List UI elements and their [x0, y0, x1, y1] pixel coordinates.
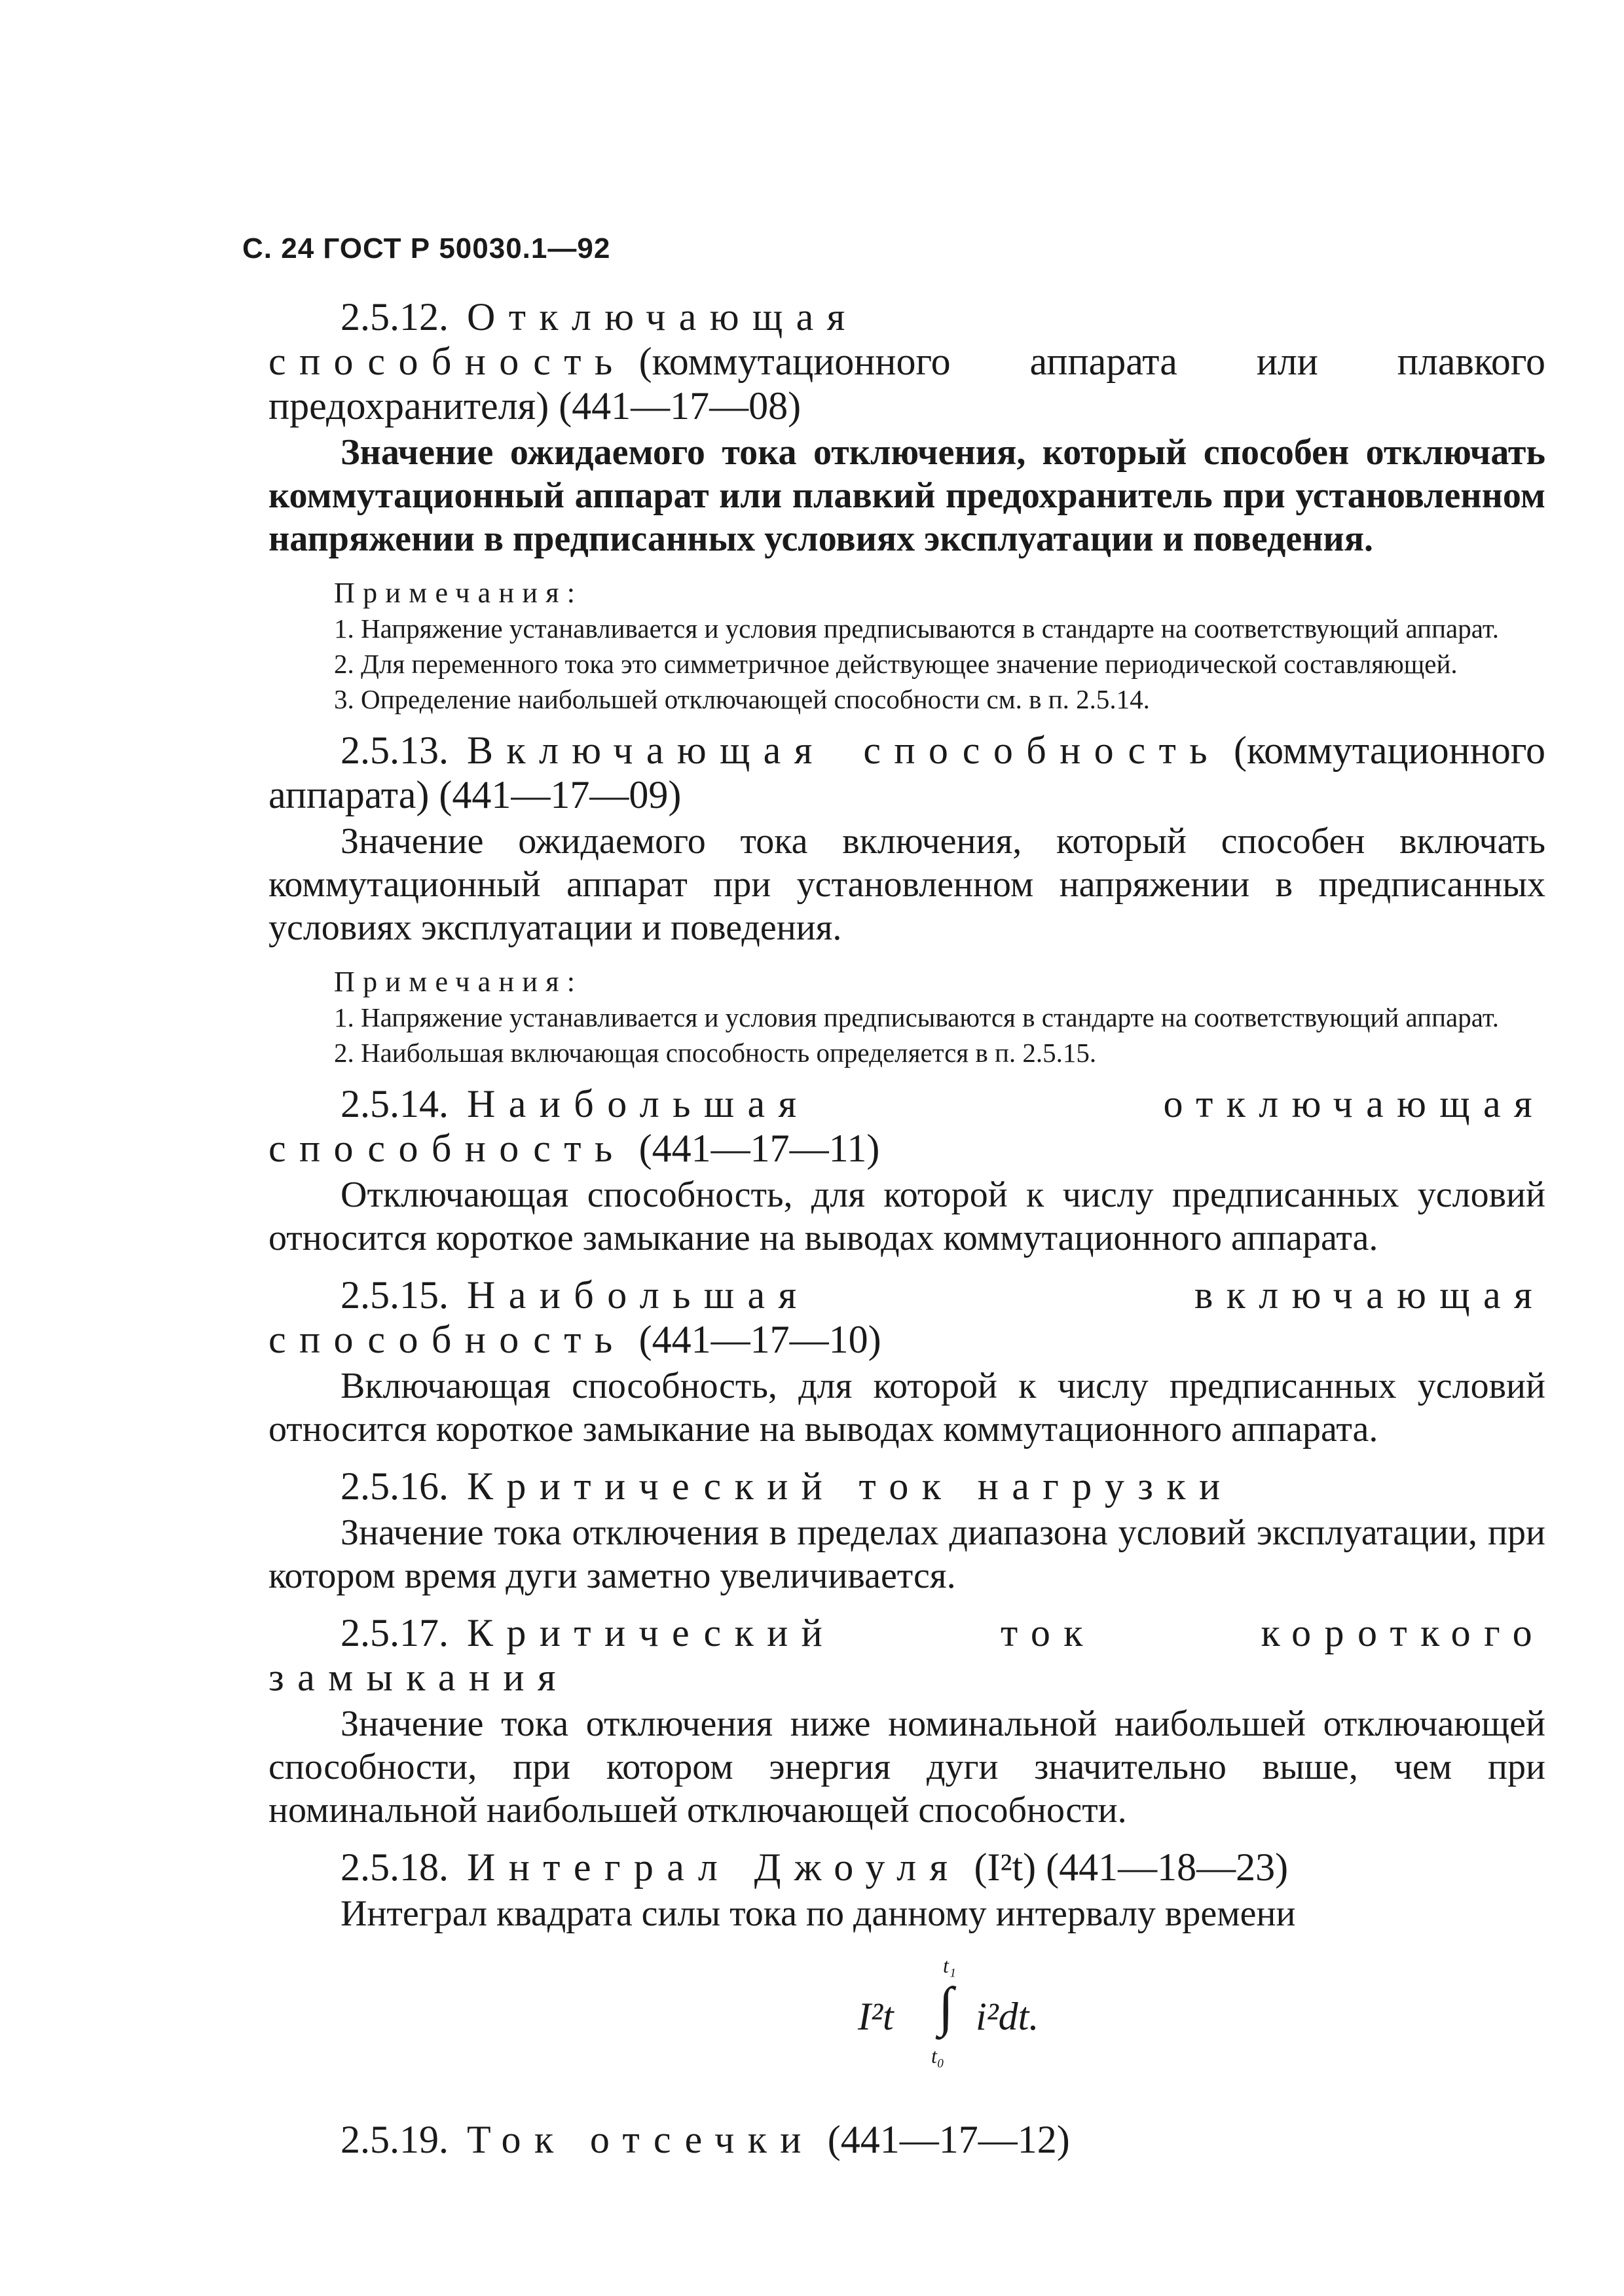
document-body — [268, 295, 1545, 2162]
joule-integral-formula — [268, 1954, 1545, 2104]
term-reference: (коммутационного аппарата) (441—17—09) — [268, 729, 1545, 816]
term-reference: (441—17—12) — [827, 2118, 1070, 2161]
term-reference: (коммутационного аппарата или плавкого предохранителя) (441—17—08) — [268, 340, 1545, 428]
page-header: С. 24 ГОСТ Р 50030.1—92 — [242, 232, 611, 264]
term-heading-2-5-18 — [268, 1845, 1545, 1889]
term-heading-2-5-12 — [268, 295, 1545, 428]
term-number: 2.5.15. — [341, 1273, 449, 1317]
term-heading-2-5-17 — [268, 1611, 1545, 1700]
note-item: 2. Для переменного тока это симметричное действующее значение периодической составляющей. — [334, 649, 1458, 679]
term-number: 2.5.16. — [341, 1465, 449, 1508]
term-number: 2.5.14. — [341, 1082, 449, 1125]
term-name: Наибольшая отключающая способность — [268, 1082, 1545, 1170]
term-definition-2-5-13: Значение ожидаемого тока включения, который способен включать коммутационный аппарат при установленном напряжении в предписанных условиях эксплуатации и поведения. — [268, 821, 1545, 948]
term-name: Отключающая способность — [268, 295, 858, 383]
term-reference: (I²t) (441—18—23) — [974, 1846, 1289, 1889]
integral-upper-limit: t₁ — [943, 1954, 957, 1977]
formula-rhs: i²dt. — [976, 1995, 1039, 2038]
term-name: Включающая способность — [467, 729, 1221, 772]
note-item: 2. Наибольшая включающая способность определяется в п. 2.5.15. — [334, 1038, 1097, 1068]
term-definition-2-5-16: Значение тока отключения в пределах диапазона условий эксплуатации, при котором время дуги заметно увеличивается. — [268, 1512, 1545, 1596]
term-reference: (441—17—11) — [638, 1127, 880, 1170]
term-heading-2-5-19 — [268, 2117, 1545, 2162]
term-number: 2.5.17. — [341, 1611, 449, 1654]
notes-2-5-13 — [268, 966, 1545, 1068]
term-number: 2.5.12. — [341, 295, 449, 338]
term-number: 2.5.13. — [341, 729, 449, 772]
term-heading-2-5-14 — [268, 1082, 1545, 1171]
term-name: Наибольшая включающая способность — [268, 1273, 1545, 1361]
term-heading-2-5-13 — [268, 728, 1545, 817]
term-definition-2-5-14: Отключающая способность, для которой к числу предписанных условий относится короткое замыкание на выводах коммутационного аппарата. — [268, 1175, 1545, 1258]
notes-title: Примечания: — [334, 966, 583, 998]
term-name: Критический ток нагрузки — [467, 1465, 1234, 1508]
term-name: Критический ток короткого замыкания — [268, 1611, 1545, 1699]
note-item: 1. Напряжение устанавливается и условия предписываются в стандарте на соответствующий аппарат. — [334, 613, 1499, 644]
notes-title: Примечания: — [334, 577, 583, 609]
term-name: Ток отсечки — [467, 2118, 815, 2161]
term-definition-2-5-12: Значение ожидаемого тока отключения, который способен отключать коммутационный аппарат или плавкий предохранитель при установленном напряжении в предписанных условиях эксплуатации и поведения. — [268, 432, 1545, 559]
term-definition-2-5-15: Включающая способность, для которой к числу предписанных условий относится короткое замыкание на выводах коммутационного аппарата. — [268, 1366, 1545, 1449]
note-item: 1. Напряжение устанавливается и условия предписываются в стандарте на соответствующий аппарат. — [334, 1002, 1499, 1032]
integral-lower-limit: t₀ — [931, 2044, 945, 2068]
term-name: Интеграл Джоуля — [467, 1846, 961, 1889]
integral-sign: ∫ — [938, 1977, 954, 2037]
term-reference: (441—17—10) — [638, 1318, 881, 1361]
formula-lhs: I²t — [858, 1995, 894, 2038]
term-number: 2.5.19. — [341, 2118, 449, 2161]
term-heading-2-5-16 — [268, 1464, 1545, 1508]
notes-2-5-12 — [268, 577, 1545, 715]
term-heading-2-5-15 — [268, 1273, 1545, 1362]
term-definition-2-5-18: Интеграл квадрата силы тока по данному интервалу времени — [341, 1893, 1296, 1934]
note-item: 3. Определение наибольшей отключающей способности см. в п. 2.5.14. — [334, 684, 1150, 714]
term-definition-2-5-17: Значение тока отключения ниже номинальной наибольшей отключающей способности, при котором энергия дуги значительно выше, чем при номинальной наибольшей отключающей способности. — [268, 1704, 1545, 1831]
term-number: 2.5.18. — [341, 1846, 449, 1889]
